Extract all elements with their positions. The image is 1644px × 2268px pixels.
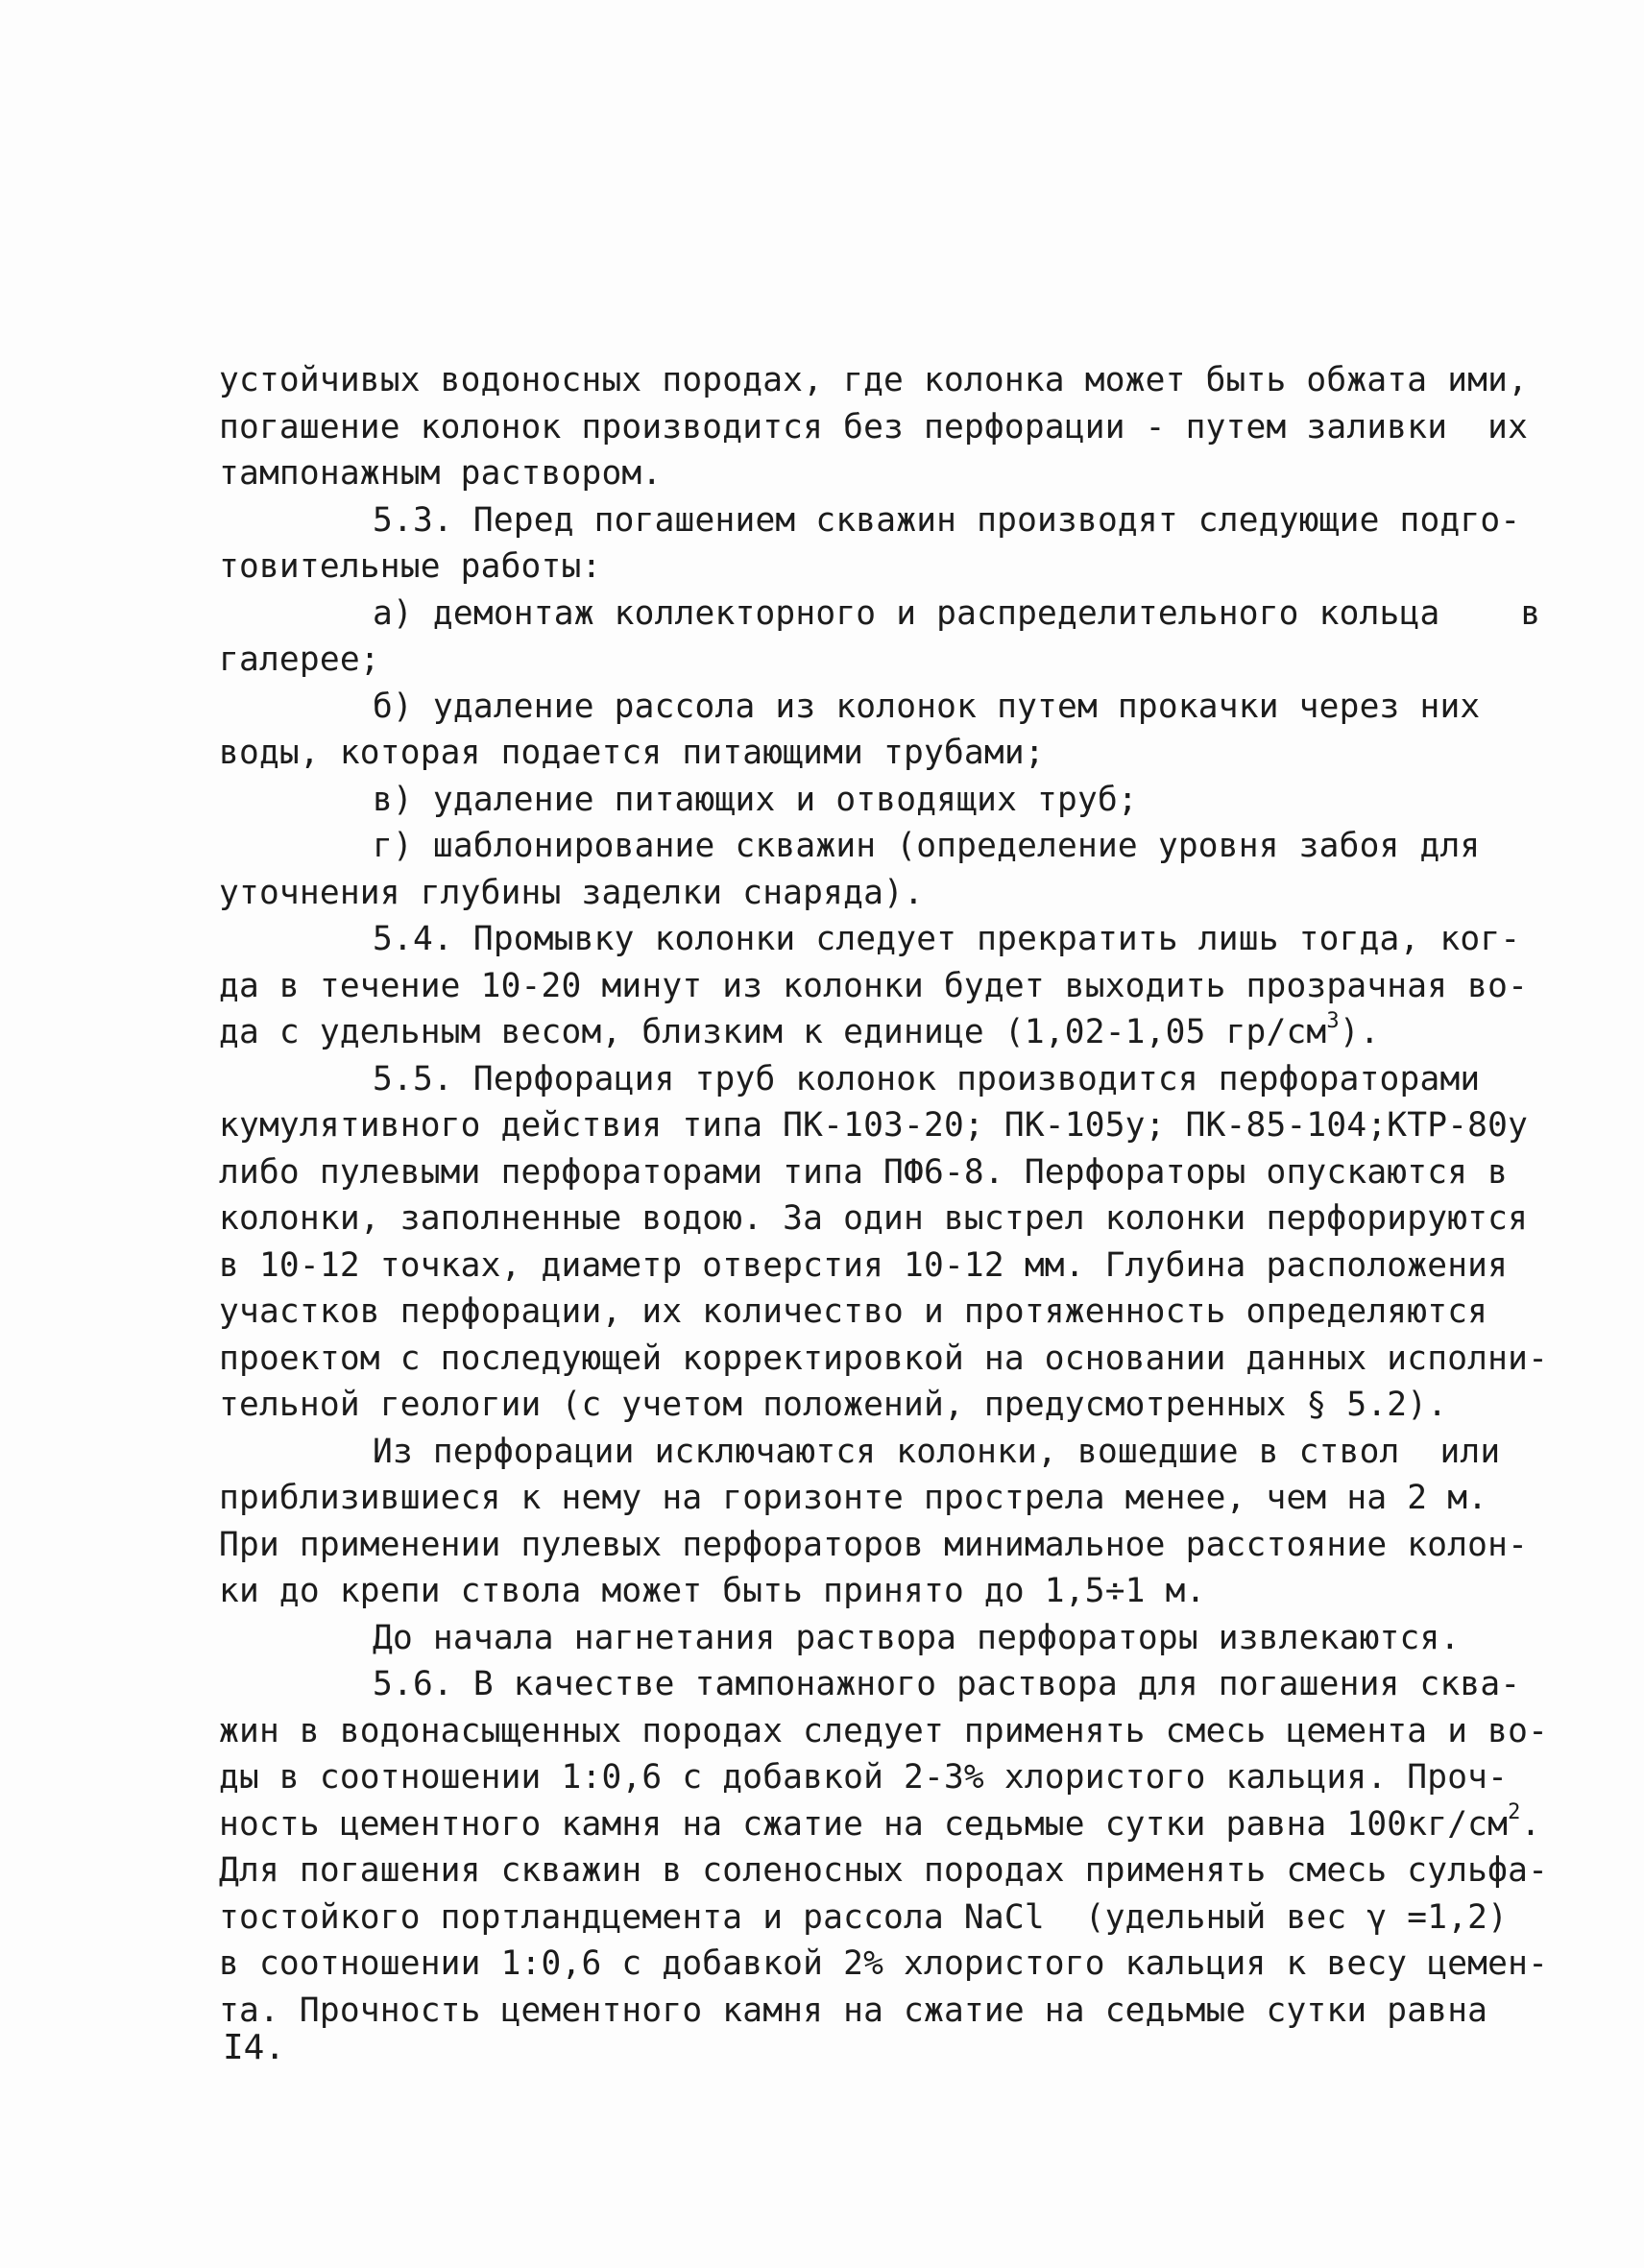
paragraph-start-line: До начала нагнетания раствора перфораторы извлекаются. — [373, 1618, 1461, 1657]
text-line: галерее; — [219, 640, 380, 679]
list-item-b: б) удаление рассола из колонок путем прокачки через них — [373, 687, 1481, 726]
text-line: проектом с последующей корректировкой на основании данных исполни- — [219, 1339, 1549, 1378]
text-line: Для погашения скважин в соленосных породах применять смесь сульфа- — [219, 1851, 1549, 1890]
section-5-5-heading-line: 5.5. Перфорация труб колонок производится перфораторами — [373, 1059, 1481, 1098]
list-item-g: г) шаблонирование скважин (определение уровня забоя для — [373, 827, 1481, 865]
text-line-with-superscript — [219, 1800, 1541, 1848]
text-line: уточнения глубины заделки снаряда). — [219, 873, 924, 912]
text-line-tail: . — [1520, 1804, 1541, 1844]
text-line: ды в соотношении 1:0,6 с добавкой 2-3% хлористого кальция. Проч- — [219, 1758, 1509, 1797]
text-line: тампонажным раствором. — [219, 454, 663, 493]
section-5-3-heading-line: 5.3. Перед погашением скважин производят следующие подго- — [373, 500, 1521, 540]
paragraph-start-line: Из перфорации исключаются колонки, вошедшие в ствол или — [373, 1432, 1501, 1471]
text-line: воды, которая подается питающими трубами; — [219, 734, 1045, 772]
text-line: участков перфорации, их количество и протяженность определяются — [219, 1292, 1488, 1331]
text-line: тостойкого портландцемента и рассола NaCl (удельный вес γ =1,2) — [219, 1897, 1509, 1937]
text-line-main: да с удельным весом, близким к единице (1,02-1,05 гр/см — [219, 1013, 1327, 1051]
text-line: да в течение 10-20 минут из колонки будет выходить прозрачная во- — [219, 966, 1529, 1005]
text-line: приблизившиеся к нему на горизонте прострела менее, чем на 2 м. — [219, 1479, 1488, 1517]
superscript-3: 3 — [1326, 1008, 1340, 1033]
text-line-with-superscript — [219, 1009, 1458, 1056]
text-line: либо пулевыми перфораторами типа ПФ6-8. Перфораторы опускаются в — [219, 1152, 1509, 1192]
text-line-tail: ). — [1339, 1013, 1380, 1051]
text-line: в соотношении 1:0,6 с добавкой 2% хлористого кальция к весу цемен- — [219, 1944, 1549, 1983]
text-line: тельной геологии (с учетом положений, предусмотренных § 5.2). — [219, 1386, 1448, 1424]
text-line: погашение колонок производится без перфорации - путем заливки их — [219, 407, 1529, 446]
list-item-v: в) удаление питающих и отводящих труб; — [373, 780, 1138, 819]
text-line: колонки, заполненные водою. За один выстрел колонки перфорируются — [219, 1199, 1529, 1238]
text-line-main: ность цементного камня на сжатие на седьмые сутки равна 100кг/см — [219, 1804, 1509, 1844]
text-line: При применении пулевых перфораторов минимальное расстояние колон- — [219, 1525, 1529, 1564]
list-item-a: а) демонтаж коллекторного и распределительного кольца в — [373, 593, 1541, 633]
text-line: жин в водонасыщенных породах следует применять смесь цемента и во- — [219, 1711, 1549, 1750]
text-line: кумулятивного действия типа ПК-103-20; ПК-105у; ПК-85-104;КТР-80у — [219, 1106, 1529, 1145]
text-line: та. Прочность цементного камня на сжатие на седьмые сутки равна — [219, 1991, 1488, 2030]
section-5-4-heading-line: 5.4. Промывку колонки следует прекратить лишь тогда, ког- — [373, 920, 1521, 958]
text-line: товительные работы: — [219, 547, 602, 586]
text-line: устойчивых водоносных породах, где колонка может быть обжата ими, — [219, 361, 1529, 399]
text-line: ки до крепи ствола может быть принято до 1,5÷1 м. — [219, 1572, 1206, 1610]
body-text — [219, 357, 1549, 2034]
text-line: в 10-12 точках, диаметр отверстия 10-12 мм. Глубина расположения — [219, 1245, 1509, 1285]
page-number: I4. — [223, 2028, 286, 2067]
section-5-6-heading-line: 5.6. В качестве тампонажного раствора для погашения сква- — [373, 1665, 1521, 1703]
superscript-2: 2 — [1508, 1800, 1521, 1824]
